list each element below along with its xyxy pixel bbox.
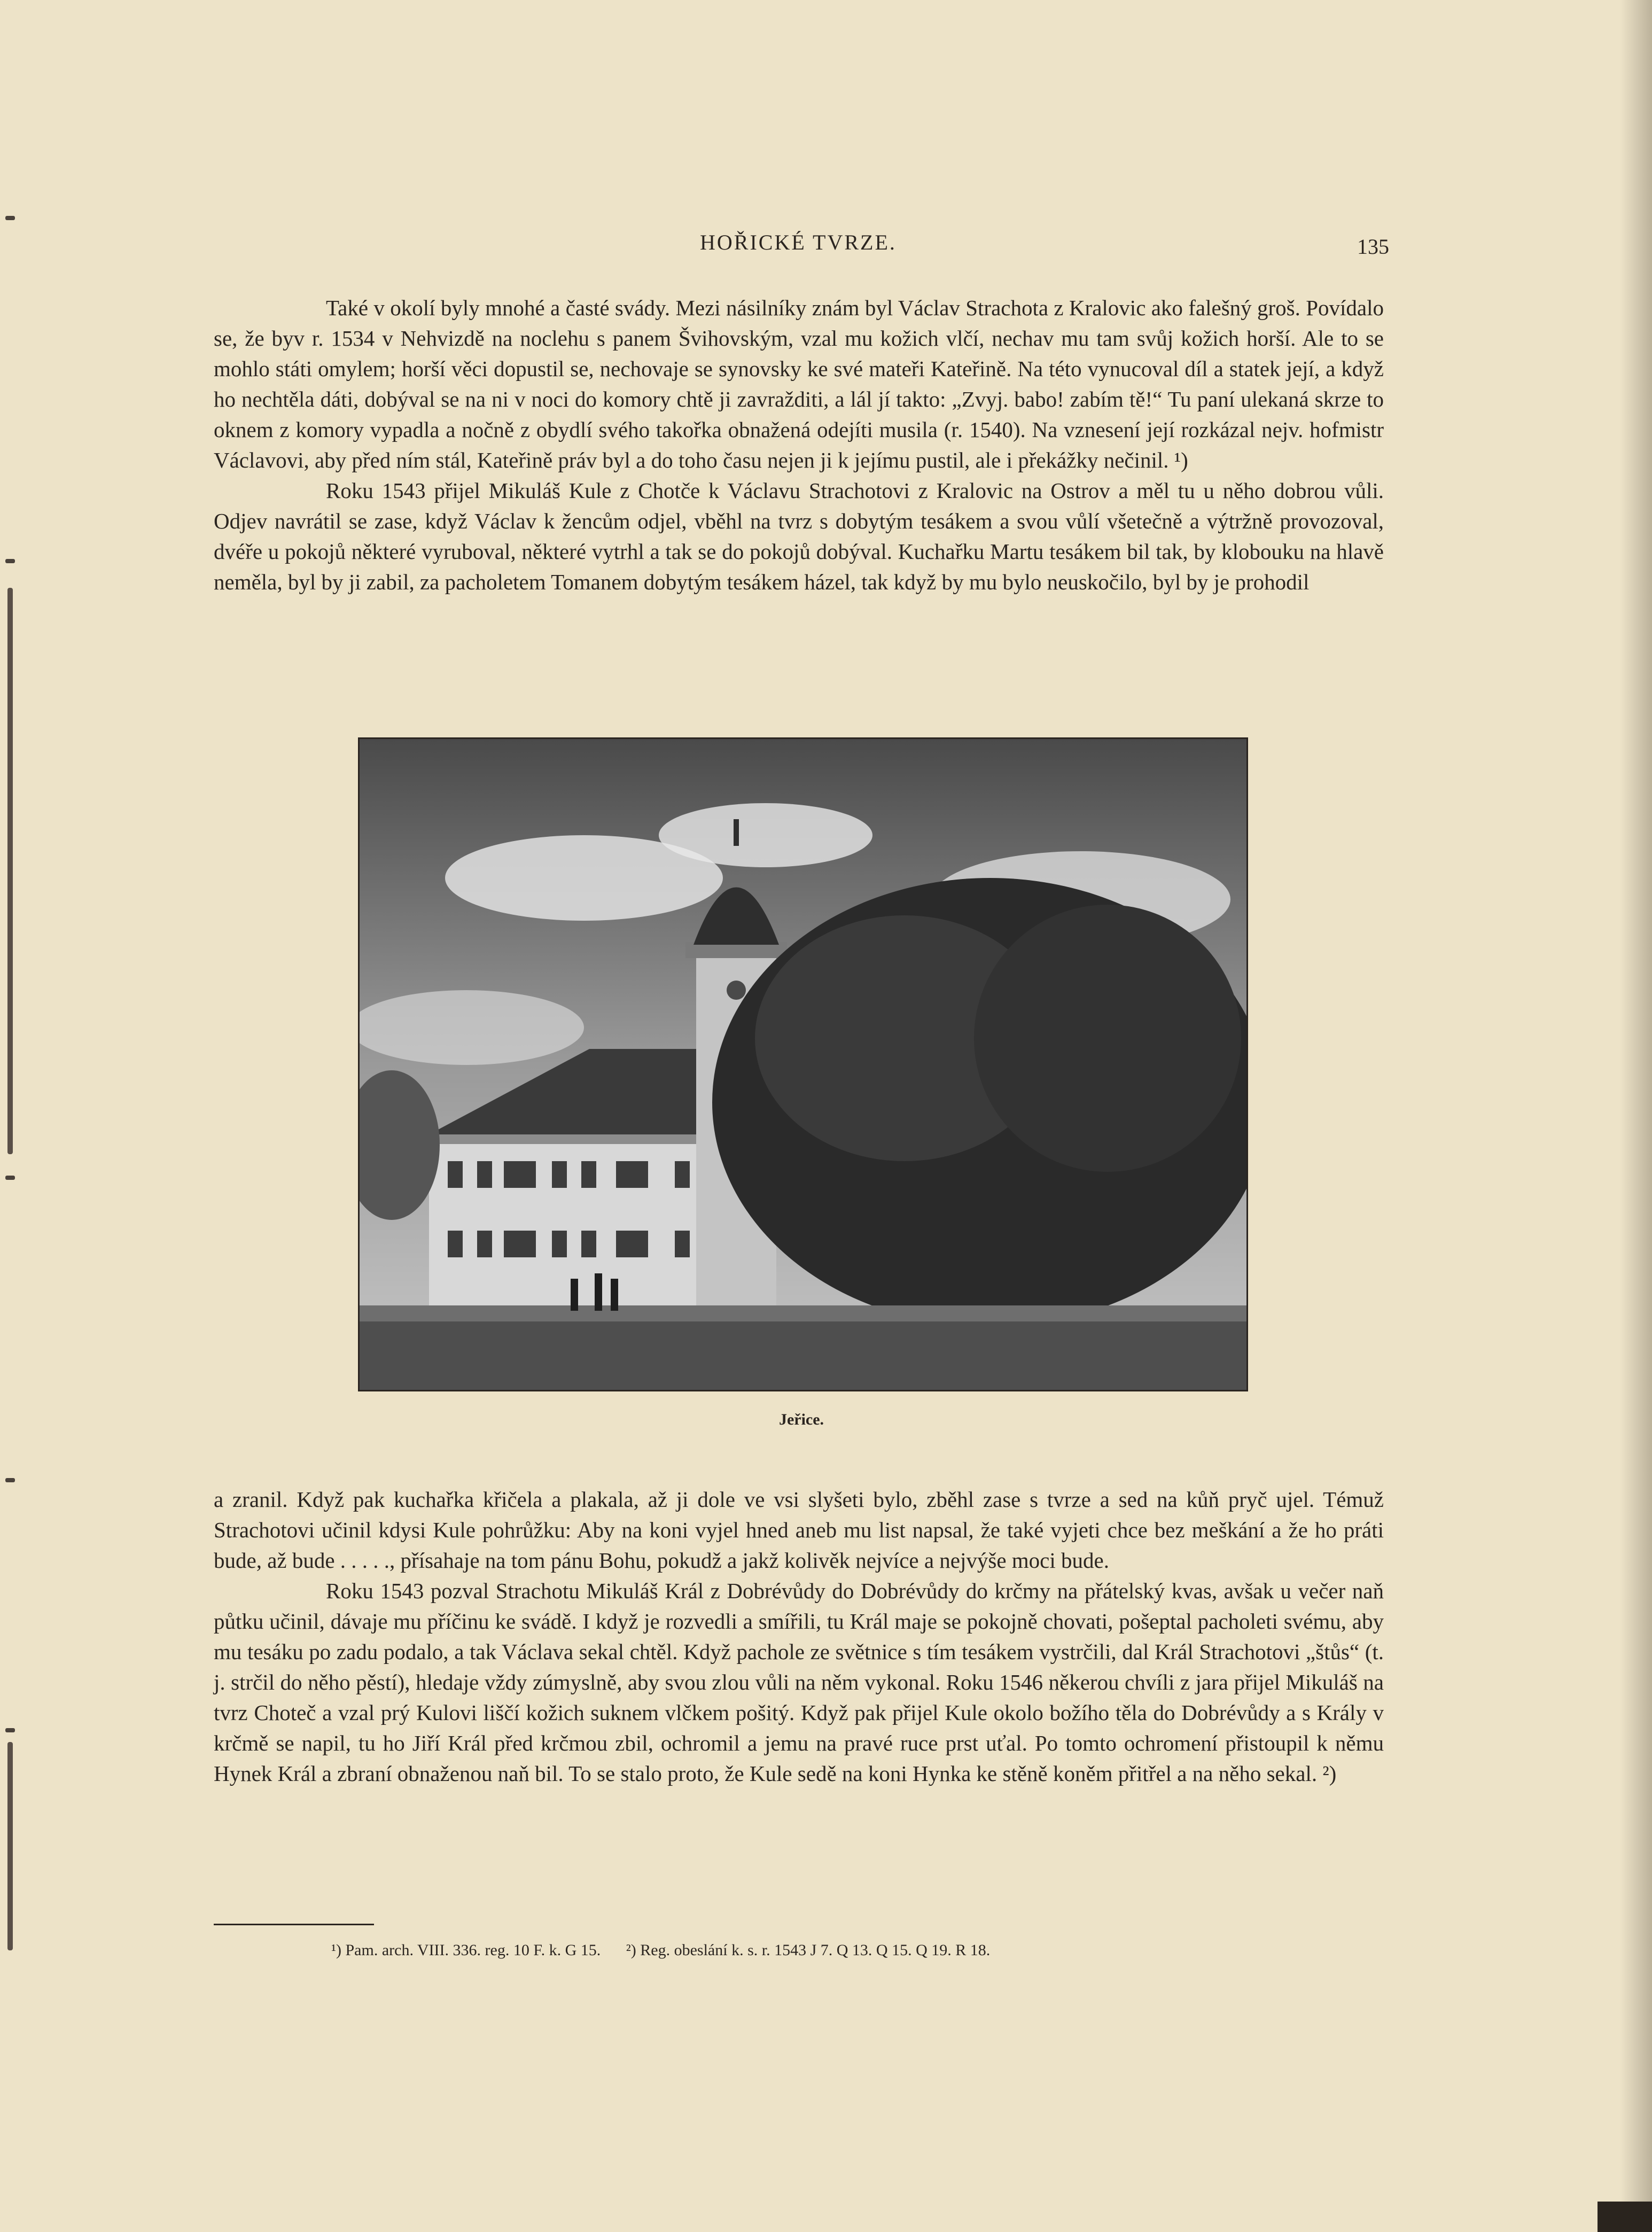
binding-dot xyxy=(5,1728,15,1732)
engraving xyxy=(360,739,1246,1390)
footnote: ¹) Pam. arch. VIII. 336. reg. 10 F. k. G 15. xyxy=(331,1941,601,1959)
footnote: ²) Reg. obeslání k. s. r. 1543 J 7. Q 13. Q 15. Q 19. R 18. xyxy=(626,1941,991,1959)
binding-dot xyxy=(5,1478,15,1482)
running-head xyxy=(214,230,1389,273)
paragraph: Roku 1543 přijel Mikuláš Kule z Chotče k Václavu Strachotovi z Kralovic na Ostrov a měl tu u něho dobrou vůli. Odjev navrátil se zase, když Václav k žencům odjel, vběhl na tvrz s dobytým tesákem a svou vůlí všetečně a výtržně provozoval, dvéře u pokojů některé vyruboval, některé vytrhl a tak se do pokojů dobýval. Kuchařku Martu tesákem bil tak, by klobouku na hlavě neměla, byl by ji zabil, za pacholetem Tomanem dobytým tesákem házel, tak když by mu bylo neuskočilo, byl by je prohodil xyxy=(214,478,1384,594)
paragraph: Roku 1543 pozval Strachotu Mikuláš Král z Dobrévůdy do Dobrévůdy do krčmy na přátelský kvas, avšak u večer naň půtku učinil, dávaje mu příčinu ke svádě. I když je rozvedli a smířili, tu Král maje se pokojně chovati, pošeptal pacholeti svému, aby mu tesáku po zadu podalo, a tak Václava sekal chtěl. Když pachole ze světnice s tím tesákem vystrčili, dal Král Strachotovi „štůs“ (t. j. strčil do něho pěstí), hledaje vždy zúmyslně, aby svou zlou vůli na něm vykonal. Roku 1546 někerou chvíli z jara přijel Mikuláš na tvrz Choteč a vzal prý Kulovi liščí kožich suknem vlčkem pošitý. Když pak přijel Kule okolo božího těla do Dobrévůdy a s Krály v krčmě se napil, tu ho Jiří Král před krčmou zbil, ochromil a jemu na pravé ruce prst uťal. Po tomto ochromení přistoupil k němu Hynek Král a zbraní obnaženou naň bil. To se stalo proto, že Kule sedě na koni Hynka ke stěně koněm přitřel a na něho sekal. ²) xyxy=(214,1578,1384,1786)
page-edge-shadow xyxy=(1620,0,1652,2232)
page-title: HOŘICKÉ TVRZE. xyxy=(700,230,897,254)
scan-border xyxy=(1598,2202,1652,2232)
binding-mark xyxy=(7,588,13,1154)
binding-dot xyxy=(5,216,15,220)
binding-mark xyxy=(7,1742,13,1950)
binding-dot xyxy=(5,1176,15,1180)
page-number: 135 xyxy=(1357,235,1389,259)
figure-caption: Jeřice. xyxy=(778,1411,824,1428)
footnotes xyxy=(331,1940,1378,1961)
paragraph: Také v okolí byly mnohé a časté svády. Mezi násilníky znám byl Václav Strachota z Kralovic ako falešný groš. Povídalo se, že byv r. 1534 v Nehvizdě na noclehu s panem Švihovským, vzal mu kožich vlčí, nechav mu tam svůj kožich horší. Ale to se mohlo státi omylem; horší věci dopustil se, nechovaje se synovsky ke své mateři Kateřině. Na této vynucoval díl a statek její, a když ho nechtěla dáti, dobýval se na ni v noci do komory chtě ji zavražditi, a lál jí takto: „Zvyj. babo! zabím tě!“ Tu paní ulekaná skrze to oknem z komory vypadla a nočně z obydlí svého takořka obnažená odejíti musila (r. 1540). Na vznesení její rozkázal nejv. hofmistr Václavovi, aby před ním stál, Kateřině práv byl a do toho času nejen ji k jejímu pustil, ale i překážky nečinil. ¹) xyxy=(214,295,1384,472)
text-block-bottom xyxy=(214,1484,1384,1789)
illustration-jerice xyxy=(358,737,1248,1391)
footnote-rule xyxy=(214,1924,374,1925)
binding-dot xyxy=(5,559,15,563)
paragraph: a zranil. Když pak kuchařka křičela a plakala, až ji dole ve vsi slyšeti bylo, zběhl zase s tvrze a sed na kůň pryč ujel. Témuž Strachotovi učinil kdysi Kule pohrůžku: Aby na koni vyjel hned aneb mu list napsal, že také vyjeti chce bez meškání a že ho práti bude, až bude . . . . ., přísahaje na tom pánu Bohu, pokudž a jakž kolivěk nejvíce a nejvýše moci bude. xyxy=(214,1487,1384,1573)
text-block-top xyxy=(214,293,1384,597)
